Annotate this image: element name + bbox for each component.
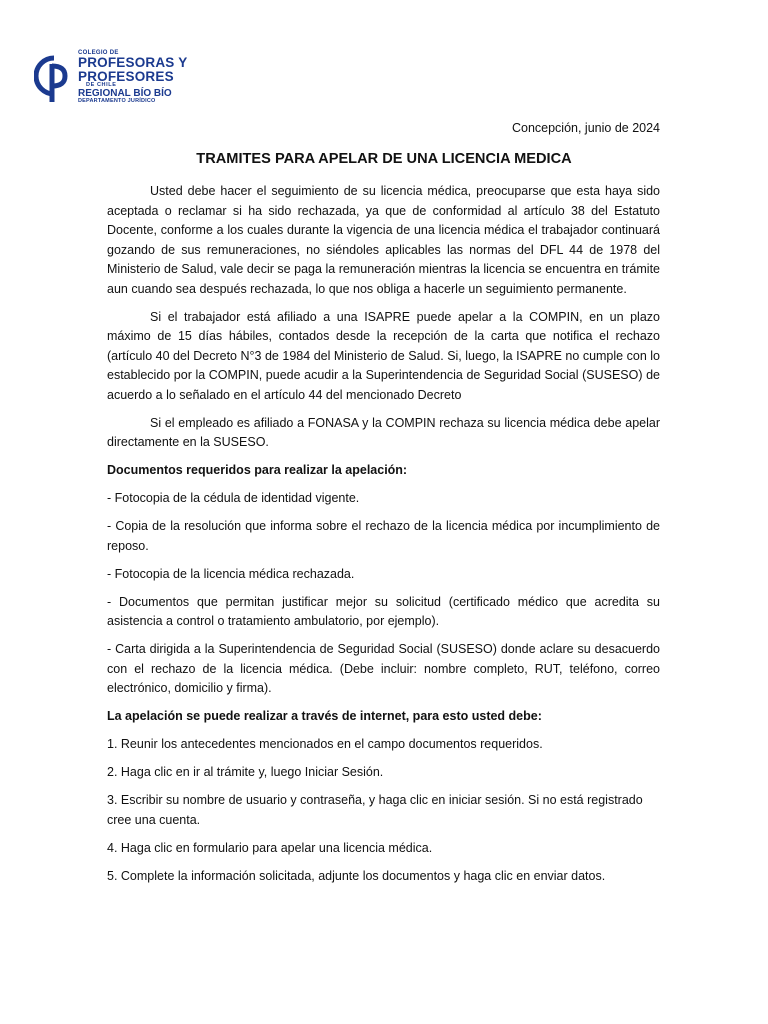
documents-heading: Documentos requeridos para realizar la apelación:: [107, 463, 408, 477]
logo-line-chile: DE CHILE: [86, 82, 117, 88]
step-item: 5. Complete la información solicitada, adjunte los documentos y haga clic en enviar datos.: [107, 868, 606, 883]
document-date: Concepción, junio de 2024: [511, 121, 660, 135]
step-item: 1. Reunir los antecedentes mencionados en el campo documentos requeridos.: [107, 737, 543, 751]
paragraph-isapre: Si el trabajador está afiliado a una ISAPRE puede apelar a la COMPIN, en un plazo máximo de 15 días hábiles, contados desde la recepción de la carta que notifica el rechazo (artículo 40 del Decreto N°3 de 1984 del Ministerio de Salud. Si, luego, la ISAPRE no cumple con lo establecido por la COMPIN, puede acudir a la Superintendencia de Seguridad Social (SUSESO) de acuerdo a lo señalado en el artículo 44 del mencionado Decreto: [107, 309, 660, 402]
document-item: - Copia de la resolución que informa sobre el rechazo de la licencia médica por incumplimiento de reposo.: [107, 519, 660, 553]
organization-logo: [34, 50, 234, 120]
logo-text: [78, 50, 187, 104]
steps-heading: La apelación se puede realizar a través de internet, para esto usted debe:: [107, 709, 542, 723]
document-body: [107, 182, 660, 895]
document-item: - Fotocopia de la cédula de identidad vigente.: [107, 491, 360, 505]
step-item: 3. Escribir su nombre de usuario y contraseña, y haga clic en iniciar sesión. Si no está registrado cree una cuenta.: [107, 793, 643, 827]
paragraph-fonasa: Si el empleado es afiliado a FONASA y la COMPIN rechaza su licencia médica debe apelar directamente en la SUSESO.: [107, 415, 660, 449]
logo-line-colegio: COLEGIO DE: [78, 50, 119, 56]
document-item: - Carta dirigida a la Superintendencia de Seguridad Social (SUSESO) donde aclare su desacuerdo con el rechazo de la licencia médica. (Debe incluir: nombre completo, RUT, teléfono, correo electrónico, domicilio y firma).: [107, 642, 660, 695]
logo-line-profesores: PROFESORES: [78, 68, 174, 84]
paragraph-seguimiento: Usted debe hacer el seguimiento de su licencia médica, preocuparse que esta haya sido aceptada o reclamar si ha sido rechazada, ya que de conformidad al artículo 38 del Estatuto Docente, conforme a los cuales durante la vigencia de una licencia médica el trabajador continuará gozando de sus remuneraciones, no siéndoles aplicables las normas del DFL 44 de 1978 del Ministerio de Salud, vale decir se paga la remuneración mientras la licencia se encuentra en trámite aun cuando sea después rechazada, lo que nos obliga a hacerle un seguimiento permanente.: [107, 184, 660, 296]
cp-logo-icon: [34, 54, 72, 104]
logo-line-profesoras: PROFESORAS Y: [78, 55, 188, 70]
logo-line-departamento: DEPARTAMENTO JURÍDICO: [78, 97, 156, 104]
document-item: - Fotocopia de la licencia médica rechazada.: [107, 566, 355, 581]
logo-line-regional: REGIONAL BÍO BÍO: [78, 87, 172, 99]
step-item: 4. Haga clic en formulario para apelar una licencia médica.: [107, 840, 433, 855]
document-title: TRAMITES PARA APELAR DE UNA LICENCIA MEDICA: [196, 151, 572, 167]
step-item: 2. Haga clic en ir al trámite y, luego Iniciar Sesión.: [107, 765, 384, 779]
document-item: - Documentos que permitan justificar mejor su solicitud (certificado médico que acredita su asistencia a control o tratamiento ambulatorio, por ejemplo).: [107, 594, 660, 628]
